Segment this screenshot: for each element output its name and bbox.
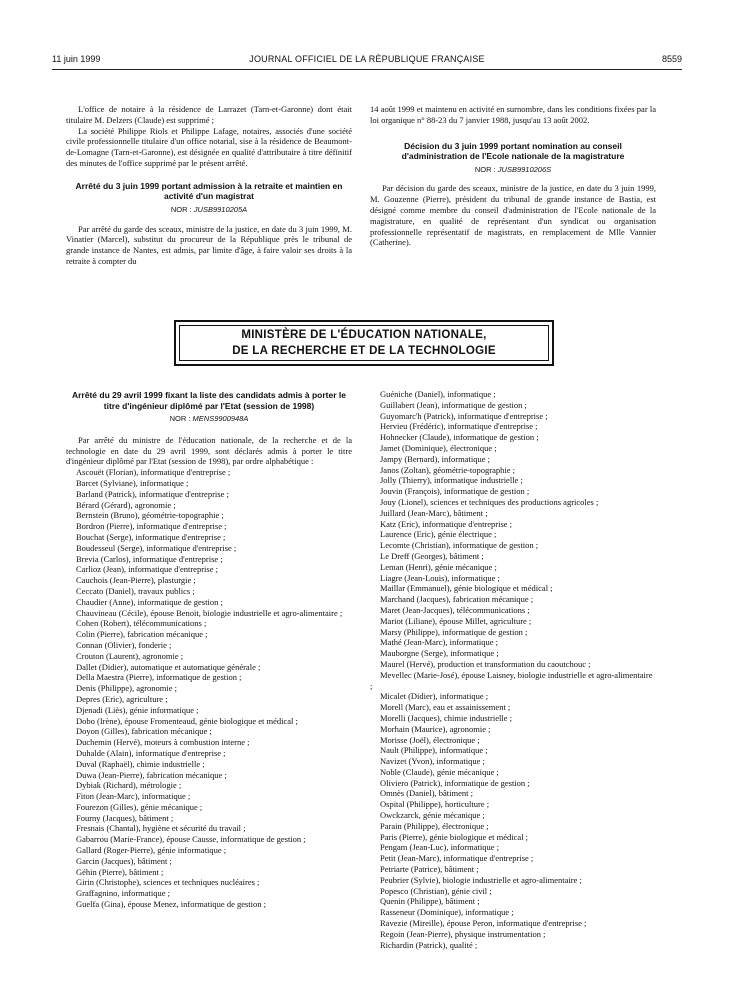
candidate-entry: Laurence (Eric), génie électrique ;	[380, 529, 497, 540]
candidate-entry: Barcet (Sylviane), informatique ;	[76, 477, 189, 488]
candidate-entry: Bernstein (Bruno), géométrie-topographie ;	[76, 510, 224, 521]
engineer-list-left	[66, 467, 352, 910]
candidate-entry: Morell (Marc), eau et assainissement ;	[380, 702, 511, 713]
ministry-heading-line1: MINISTÈRE DE L'ÉDUCATION NATIONALE,	[241, 329, 487, 341]
candidate-entry: Dybiak (Richard), métrologie ;	[76, 780, 182, 791]
candidate-entry: Duwa (Jean-Pierre), fabrication mécanique ;	[76, 769, 227, 780]
candidate-entry: Fourny (Jacques), bâtiment ;	[76, 812, 174, 823]
candidate-entry: Bouchat (Serge), informatique d'entreprise ;	[76, 531, 226, 542]
candidate-entry: Hervieu (Frédéric), informatique d'entreprise ;	[380, 421, 538, 432]
issue-date: 11 juin 1999	[52, 54, 101, 64]
candidate-entry: Jolly (Thierry), informatique industrielle ;	[380, 475, 523, 486]
candidate-entry: Ascouët (Florian), informatique d'entreprise ;	[76, 467, 231, 478]
candidate-entry: Peubrier (Sylvie), biologie industrielle et agro-alimentaire ;	[380, 874, 582, 885]
retirement-decree-nor: NOR : JUSB9910205A	[170, 204, 248, 214]
candidate-entry: Jouy (Lionel), sciences et techniques des productions agricoles ;	[380, 496, 599, 507]
candidate-entry: Chaudier (Anne), informatique de gestion ;	[76, 596, 223, 607]
candidate-entry: Mevellec (Marie-José), épouse Laisney, biologie industrielle et agro-alimentaire ;	[370, 669, 653, 691]
candidate-entry: Oliviero (Patrick), informatique de gestion ;	[380, 777, 530, 788]
candidate-entry: Gallard (Roger-Pierre), génie informatique ;	[76, 845, 227, 856]
candidate-entry: Ceccato (Daniel), travaux publics ;	[76, 585, 195, 596]
candidate-entry: Morelli (Jacques), chimie industrielle ;	[380, 712, 512, 723]
bottom-right-column	[370, 389, 656, 950]
candidate-entry: Guyomarc'h (Patrick), informatique d'entreprise ;	[380, 410, 548, 421]
candidate-entry: Cauchois (Jean-Pierre), plasturgie ;	[76, 575, 196, 586]
candidate-entry: Cohen (Robert), télécommunications ;	[76, 618, 207, 629]
candidate-entry: Hohnecker (Claude), informatique de gestion ;	[380, 432, 539, 443]
candidate-entry: Fiton (Jean-Marc), informatique ;	[76, 791, 191, 802]
candidate-entry: Chauvineau (Cécile), épouse Benoit, biologie industrielle et agro-alimentaire ;	[76, 607, 343, 618]
candidate-entry: Duhalde (Alain), informatique d'entreprise ;	[76, 747, 226, 758]
candidate-entry: Juillard (Jean-Marc), bâtiment ;	[380, 507, 488, 518]
candidate-entry: Géhin (Pierre), bâtiment ;	[76, 866, 164, 877]
candidate-entry: Della Maestra (Pierre), informatique de gestion ;	[76, 672, 242, 683]
candidate-entry: Liagre (Jean-Louis), informatique ;	[380, 572, 500, 583]
candidate-entry: Jamet (Dominique), électronique ;	[380, 442, 497, 453]
candidate-entry: Maillar (Emmanuel), génie biologique et médical ;	[380, 583, 553, 594]
candidate-entry: Guéniche (Daniel), informatique ;	[380, 389, 496, 399]
candidate-entry: Dallet (Didier), automatique et automatique générale ;	[76, 661, 261, 672]
candidate-entry: Regoin (Jean-Pierre), physique instrumentation ;	[380, 928, 546, 939]
engineer-list-decree-nor: NOR : MENS9900948A	[169, 414, 249, 423]
candidate-entry: Paris (Pierre), génie biologique et médical ;	[380, 831, 528, 842]
candidate-entry: Lecomte (Christian), informatique de gestion ;	[380, 540, 539, 551]
notary-office-paragraph: L'office de notaire à la résidence de Larrazet (Tarn-et-Garonne) dont était titulaire M. Delzers (Claude) est supprimé ;	[66, 104, 352, 125]
bottom-left-column	[66, 390, 352, 910]
candidate-entry: Petriarte (Patrice), bâtiment ;	[380, 864, 479, 875]
ministry-heading-box	[174, 320, 554, 366]
candidate-entry: Fourezon (Gilles), génie mécanique ;	[76, 801, 203, 812]
ministry-heading	[179, 325, 549, 361]
candidate-entry: Maret (Jean-Jacques), télécommunications ;	[380, 604, 530, 615]
candidate-entry: Fresnais (Chantal), hygiène et sécurité du travail ;	[76, 823, 246, 834]
candidate-entry: Depres (Eric), agriculture ;	[76, 693, 168, 704]
candidate-entry: Mathé (Jean-Marc), informatique ;	[380, 637, 499, 648]
candidate-entry: Bordron (Pierre), informatique d'entreprise ;	[76, 521, 227, 532]
candidate-entry: Rasseneur (Dominique), informatique ;	[380, 907, 514, 918]
candidate-entry: Pengam (Jean-Luc), informatique ;	[380, 842, 499, 853]
candidate-entry: Quenin (Philippe), bâtiment ;	[380, 896, 480, 907]
nomination-decision-title: Décision du 3 juin 1999 portant nomination au conseil d'administration de l'Ecole nationale de la magistrature	[401, 140, 625, 162]
candidate-entry: Barland (Patrick), informatique d'entreprise ;	[76, 488, 229, 499]
candidate-entry: Petit (Jean-Marc), informatique d'entreprise ;	[380, 853, 534, 864]
candidate-entry: Garcin (Jacques), bâtiment ;	[76, 855, 172, 866]
candidate-entry: Morisse (Joël), électronique ;	[380, 734, 480, 745]
retirement-continuation: 14 août 1999 et maintenu en activité en surnombre, dans les conditions fixées par la loi organique n° 88-23 du 7 janvier 1988, jusqu'au 13 août 2002.	[370, 104, 656, 125]
retirement-decree-title: Arrêté du 3 juin 1999 portant admission à la retraite et maintien en activité d'un magistrat	[75, 180, 343, 202]
candidate-entry: Mariot (Liliane), épouse Millet, agriculture ;	[380, 615, 532, 626]
page-header	[52, 54, 682, 68]
candidate-entry: Bérard (Gérard), agronomie ;	[76, 499, 176, 510]
header-rule	[52, 69, 682, 70]
candidate-entry: Katz (Eric), informatique d'entreprise ;	[380, 518, 513, 529]
candidate-entry: Micalet (Didier), informatique ;	[380, 691, 489, 702]
page-number: 8559	[661, 54, 682, 64]
candidate-entry: Marchand (Jacques), fabrication mécanique ;	[380, 594, 534, 605]
candidate-entry: Janos (Zoltan), géométrie-topographie ;	[380, 464, 516, 475]
top-left-column	[66, 104, 352, 267]
nomination-decision-nor: NOR : JUSB9910206S	[474, 164, 552, 174]
candidate-entry: Duval (Raphaël), chimie industrielle ;	[76, 758, 205, 769]
notary-society-paragraph: La société Philippe Riols et Philippe Lafage, notaires, associés d'une société civile professionnelle titulaire d'un office notarial, sise à la résidence de Beaumont-de-Lomagne (Tarn-et-Garonne), est désignée en qualité d'attributaire à titre définitif des minutes de l'office supprimé par le présent arrêté.	[66, 125, 352, 168]
candidate-entry: Ospital (Philippe), horticulture ;	[380, 799, 490, 810]
candidate-entry: Carlioz (Jean), informatique d'entreprise ;	[76, 564, 218, 575]
ministry-heading-line2: DE LA RECHERCHE ET DE LA TECHNOLOGIE	[232, 345, 496, 357]
candidate-entry: Nault (Philippe), informatique ;	[380, 745, 488, 756]
candidate-entry: Marsy (Philippe), informatique de gestion ;	[380, 626, 528, 637]
candidate-entry: Denis (Philippe), agronomie ;	[76, 683, 178, 694]
candidate-entry: Guillabert (Jean), informatique de gestion ;	[380, 399, 527, 410]
candidate-entry: Dobo (Irène), épouse Fromenteaud, génie biologique et médical ;	[76, 715, 298, 726]
candidate-entry: Maurel (Hervé), production et transformation du caoutchouc ;	[380, 658, 591, 669]
engineer-list-right	[370, 389, 656, 950]
engineer-list-decree-title: Arrêté du 29 avril 1999 fixant la liste des candidats admis à porter le titre d'ingénieur diplômé par l'Etat (session de 1998)	[71, 390, 346, 411]
engineer-list-intro: Par arrêté du ministre de l'éducation nationale, de la recherche et de la technologie en date du 29 avril 1999, sont déclarés admis à porter le titre d'ingénieur diplômé par l'Etat (session de 1998), par ordre alphabétique :	[66, 434, 352, 467]
candidate-entry: Jampy (Bernard), informatique ;	[380, 453, 490, 464]
candidate-entry: Duchemin (Hervé), moteurs à combustion interne ;	[76, 737, 250, 748]
candidate-entry: Owckzarck, génie mécanique ;	[380, 810, 485, 821]
candidate-entry: Djenadi (Liès), génie informatique ;	[76, 704, 199, 715]
candidate-entry: Morhain (Maurice), agronomie ;	[380, 723, 491, 734]
candidate-entry: Leman (Henri), génie mécanique ;	[380, 561, 497, 572]
candidate-entry: Colin (Pierre), fabrication mécanique ;	[76, 629, 208, 640]
retirement-decree-text: Par arrêté du garde des sceaux, ministre de la justice, en date du 3 juin 1999, M. Vinatier (Marcel), substitut du procureur de la République près le tribunal de grande instance de Nantes, est admis, par limite d'âge, à faire valoir ses droits à la retraite à compter du	[66, 223, 352, 266]
candidate-entry: Omnès (Daniel), bâtiment ;	[380, 788, 474, 799]
candidate-entry: Doyon (Gilles), fabrication mécanique ;	[76, 726, 212, 737]
candidate-entry: Parain (Philippe), électronique ;	[380, 820, 489, 831]
candidate-entry: Brevia (Carlos), informatique d'entreprise ;	[76, 553, 223, 564]
candidate-entry: Girin (Christophe), sciences et techniques nucléaires ;	[76, 877, 260, 888]
top-right-column	[370, 104, 656, 248]
candidate-entry: Connan (Olivier), fonderie ;	[76, 639, 172, 650]
candidate-entry: Popesco (Christian), génie civil ;	[380, 885, 492, 896]
candidate-entry: Graffagnino, informatique ;	[76, 888, 171, 899]
candidate-entry: Ravezie (Mireille), épouse Peron, informatique d'entreprise ;	[380, 918, 587, 929]
candidate-entry: Navizet (Yvon), informatique ;	[380, 756, 485, 767]
nomination-decision-text: Par décision du garde des sceaux, ministre de la justice, en date du 3 juin 1999, M. Gouzenne (Pierre), président du tribunal de grande instance de Bastia, est désigné comme membre du conseil d'administration de l'Ecole nationale de la magistrature, en qualité de représentant d'un syndicat ou organisation professionnelle représentatif de magistrats, en remplacement de Mlle Vannier (Catherine).	[370, 183, 656, 248]
candidate-entry: Le Dreff (Georges), bâtiment ;	[380, 550, 484, 561]
candidate-entry: Mauborgne (Serge), informatique ;	[380, 648, 499, 659]
candidate-entry: Boudesseul (Serge), informatique d'entreprise ;	[76, 542, 237, 553]
candidate-entry: Noble (Claude), génie mécanique ;	[380, 766, 499, 777]
journal-title: JOURNAL OFFICIEL DE LA RÉPUBLIQUE FRANÇAISE	[249, 54, 485, 64]
candidate-entry: Jouvin (François), informatique de gestion ;	[380, 486, 530, 497]
candidate-entry: Richardin (Patrick), qualité ;	[380, 939, 478, 950]
candidate-entry: Guelfa (Gina), épouse Menez, informatique de gestion ;	[76, 899, 267, 910]
candidate-entry: Gabarrou (Marie-France), épouse Causse, informatique de gestion ;	[76, 834, 306, 845]
candidate-entry: Crouton (Laurent), agronomie ;	[76, 650, 184, 661]
